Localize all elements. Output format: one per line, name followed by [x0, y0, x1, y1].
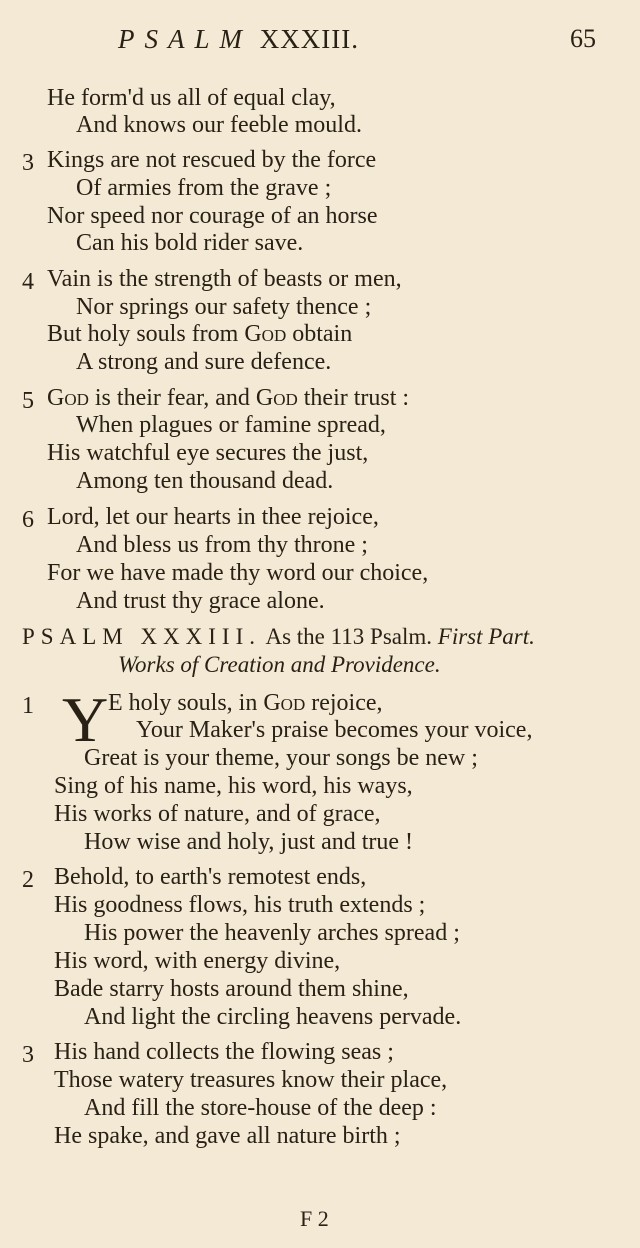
verse-line: How wise and holy, just and true ! — [84, 829, 414, 855]
verse-line: Bade starry hosts around them shine, — [54, 976, 409, 1002]
stanza-number: 3 — [22, 150, 34, 176]
verse-line: And bless us from thy throne ; — [76, 532, 368, 558]
section-meter: As the 113 Psalm. — [265, 624, 433, 649]
verse-text: is their fear, and — [94, 385, 250, 411]
verse-text: rejoice, — [311, 690, 383, 716]
verse-line: For we have made thy word our choice, — [47, 560, 429, 586]
stanza-number: 5 — [22, 388, 34, 414]
verse-line: Vain is the strength of beasts or men, — [47, 266, 402, 292]
signature-mark: F 2 — [300, 1206, 329, 1231]
section-part: First Part. — [437, 624, 535, 649]
verse-line: His power the heavenly arches spread ; — [84, 920, 460, 946]
verse-line: He spake, and gave all nature birth ; — [54, 1123, 401, 1149]
verse-line: His word, with energy divine, — [54, 948, 341, 974]
verse-line: His works of nature, and of grace, — [54, 801, 381, 827]
section-title: PSALM XXXIII. — [22, 624, 261, 649]
verse-line: And trust thy grace alone. — [76, 588, 325, 614]
verse-text: their trust : — [303, 385, 410, 411]
verse-line: Your Maker's praise becomes your voice, — [136, 717, 533, 743]
stanza-number: 6 — [22, 507, 34, 533]
verse-line: Great is your theme, your songs be new ; — [84, 745, 478, 771]
stanza-number: 4 — [22, 269, 34, 295]
divine-name: God — [263, 690, 306, 716]
verse-line — [47, 384, 409, 412]
verse-text: But holy souls from — [47, 321, 239, 347]
verse-line: Those watery treasures know their place, — [54, 1067, 448, 1093]
verse-line: His watchful eye secures the just, — [47, 440, 369, 466]
running-title — [118, 24, 359, 55]
verse-line: Can his bold rider save. — [76, 230, 304, 256]
verse-line: Behold, to earth's remotest ends, — [54, 864, 367, 890]
verse-line: Sing of his name, his word, his ways, — [54, 773, 413, 799]
page-header — [0, 24, 640, 60]
verse-line: And light the circling heavens pervade. — [84, 1004, 462, 1030]
page-number: 65 — [570, 24, 596, 53]
divine-name: God — [244, 321, 287, 347]
verse-text: obtain — [292, 321, 353, 347]
stanza-number: 3 — [22, 1042, 34, 1068]
verse-line: Nor speed nor courage of an horse — [47, 203, 378, 229]
verse-line: Nor springs our safety thence ; — [76, 294, 372, 320]
verse-line: Of armies from the grave ; — [76, 175, 332, 201]
verse-line: Lord, let our hearts in thee rejoice, — [47, 504, 379, 530]
drop-cap: Y — [62, 684, 109, 755]
verse-line: He form'd us all of equal clay, — [47, 85, 336, 111]
verse-line: His goodness flows, his truth extends ; — [54, 892, 426, 918]
verse-line: His hand collects the flowing seas ; — [54, 1039, 394, 1065]
running-title-psalm: PSALM — [118, 24, 252, 54]
verse-line: Kings are not rescued by the force — [47, 147, 377, 173]
verse-line: And fill the store-house of the deep : — [84, 1095, 437, 1121]
verse-line — [108, 689, 383, 717]
verse-line: Among ten thousand dead. — [76, 468, 334, 494]
running-title-number: XXXIII. — [259, 24, 359, 54]
verse-text: E holy souls, in — [108, 690, 258, 716]
verse-line: And knows our feeble mould. — [76, 112, 362, 138]
stanza-number: 2 — [22, 867, 34, 893]
verse-line: When plagues or famine spread, — [76, 412, 386, 438]
verse-line — [47, 320, 352, 348]
verse-line: A strong and sure defence. — [76, 349, 332, 375]
divine-name: God — [255, 385, 298, 411]
stanza-number: 1 — [22, 693, 34, 719]
divine-name: God — [47, 385, 89, 411]
section-heading — [22, 623, 535, 651]
section-subtitle: Works of Creation and Providence. — [118, 652, 441, 677]
